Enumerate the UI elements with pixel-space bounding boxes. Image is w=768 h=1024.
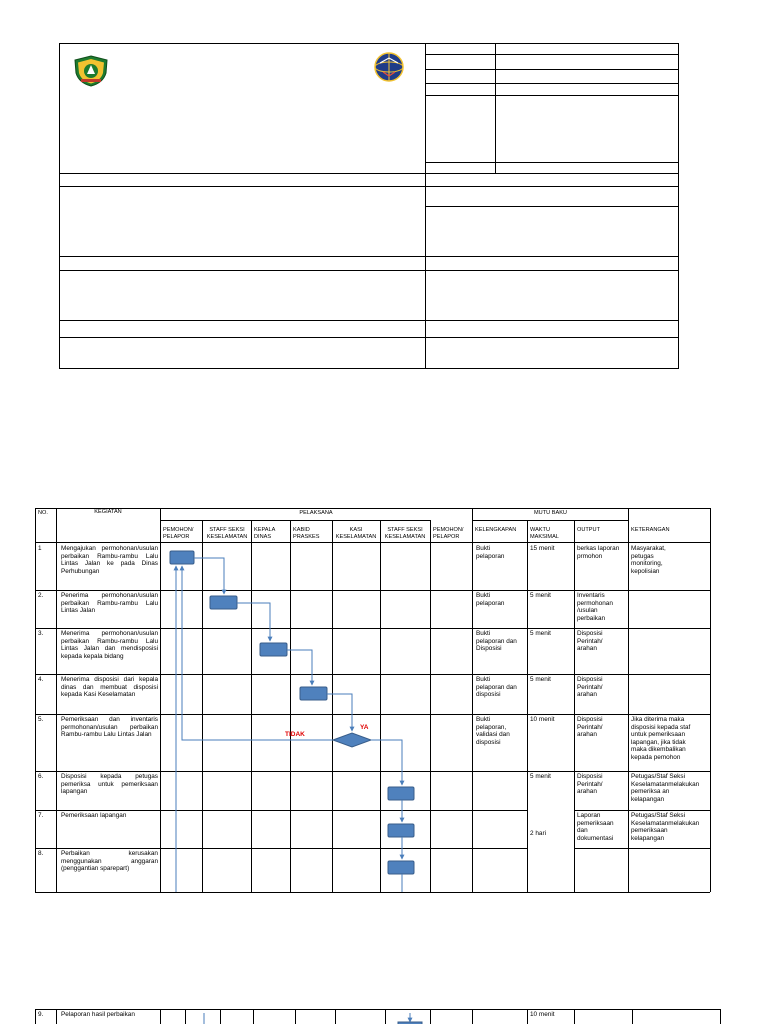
decision-diamond — [333, 733, 371, 747]
row-output: Laporan pemeriksaan dan dokumentasi — [577, 812, 614, 842]
table-gridline — [35, 674, 710, 675]
flow-arrow — [327, 694, 352, 731]
table-gridline — [251, 520, 252, 892]
table-gridline — [253, 1009, 254, 1024]
row-kegiatan: Menerima permohonan/usulan perbaikan Rambu-rambu Lalu Lintas Jalan dan mendisposisi kepada kepala bidang — [61, 630, 158, 660]
row-output: berkas laporan prmohon — [577, 545, 620, 560]
row-waktu: 5 menit — [530, 630, 551, 637]
table-gridline — [574, 848, 710, 849]
header-divider — [59, 320, 679, 321]
header-waktu: WAKTU MAKSIMAL — [530, 527, 559, 540]
table-gridline — [335, 1009, 336, 1024]
header-divider — [59, 256, 679, 257]
row-output: Disposisi Perintah/ arahan — [577, 716, 603, 739]
header-divider — [59, 270, 679, 271]
row-keterangan: Petugas/Staf Seksi Keselamatanmelakukan pemeriksaan kelapangan — [631, 812, 700, 842]
row-waktu: 10 menit — [530, 716, 555, 723]
table-gridline — [160, 520, 430, 521]
row-waktu: 15 menit — [530, 545, 555, 552]
flow-arrow — [194, 558, 224, 594]
row-no: 6. — [38, 773, 44, 780]
row-output: Disposisi Perintah/ arahan — [577, 676, 603, 699]
header-divider — [425, 162, 679, 163]
continuation-row-waktu: 10 menit — [530, 1011, 555, 1018]
row-kelengkapan: Bukti pelaporan dan disposisi — [476, 676, 517, 699]
row-output: Disposisi Perintah/ arahan — [577, 630, 603, 653]
row-kegiatan: Disposisi kepada petugas pemeriksa untuk pemeriksaan lapangan — [61, 773, 158, 796]
table-gridline — [290, 520, 291, 892]
table-gridline — [35, 542, 710, 543]
flow-arrow — [237, 603, 270, 641]
row-kegiatan: Menerima disposisi dari kepala dinas dan membuat disposisi kepada Kasi Keselamatan — [61, 676, 158, 699]
table-gridline — [185, 1009, 186, 1024]
table-gridline — [35, 810, 527, 811]
row-output: Inventaris permohonan /usulan perbaikan — [577, 592, 613, 622]
header-divider — [425, 206, 679, 207]
table-gridline — [628, 508, 629, 892]
table-gridline — [35, 1009, 720, 1010]
table-gridline — [574, 520, 575, 892]
table-gridline — [710, 508, 711, 892]
table-gridline — [380, 520, 381, 892]
row-waktu: 5 menit — [530, 592, 551, 599]
header-divider — [59, 173, 679, 174]
header-actor-pemohon: PEMOHON/ PELAPOR — [163, 527, 194, 540]
table-gridline — [56, 1009, 57, 1024]
row-no: 4. — [38, 676, 44, 683]
header-pelaksana: PELAKSANA — [299, 510, 333, 516]
table-gridline — [472, 1009, 473, 1024]
header-divider — [425, 95, 679, 96]
row-waktu: 5 menit — [530, 676, 551, 683]
process-box — [260, 643, 287, 656]
table-gridline — [35, 590, 710, 591]
table-gridline — [472, 508, 473, 892]
header-actor-kabid-praskes: KABID PRASKES — [293, 527, 320, 540]
row-kelengkapan: Bukti pelaporan dan Disposisi — [476, 630, 517, 653]
row-keterangan: Masyarakat, petugas monitoring, kepolisian — [631, 545, 666, 575]
row-no: 2. — [38, 592, 44, 599]
table-gridline — [720, 1009, 721, 1024]
header-divider — [59, 186, 679, 187]
header-kegiatan: KEGIATAN — [94, 509, 122, 515]
header-keterangan: KETERANGAN — [631, 527, 670, 533]
header-output: OUTPUT — [577, 527, 600, 533]
table-gridline — [35, 714, 710, 715]
row-kelengkapan: Bukti pelaporan, validasi dan disposisi — [476, 716, 510, 746]
flow-arrow — [371, 740, 402, 785]
row-no: 1 — [38, 545, 42, 552]
table-gridline — [430, 1009, 431, 1024]
header-kelengkapan: KELENGKAPAN — [475, 527, 517, 533]
row-no: 5. — [38, 716, 44, 723]
row-kelengkapan: Bukti pelaporan — [476, 545, 505, 560]
process-box — [388, 824, 414, 837]
header-no: NO. — [38, 510, 48, 516]
row-keterangan: Petugas/Staf Seksi Keselamatanmelakukan pemeriksa an kelapangan — [631, 773, 700, 803]
row-keterangan: Jika diterima maka disposisi kepada staf untuk pemeriksaan lapangan, jika tidak maka dikembalikan kepada pemohon — [631, 716, 691, 761]
row-output: Disposisi Perintah/ arahan — [577, 773, 603, 796]
table-gridline — [35, 628, 710, 629]
table-gridline — [35, 848, 527, 849]
table-gridline — [56, 508, 57, 892]
header-divider — [59, 337, 679, 338]
continuation-row-kegiatan: Pelaporan hasil perbaikan — [61, 1011, 135, 1018]
process-box — [388, 787, 414, 800]
table-gridline — [35, 892, 710, 893]
table-gridline — [574, 1009, 575, 1024]
decision-label-yes: YA — [360, 724, 369, 731]
table-gridline — [295, 1009, 296, 1024]
table-gridline — [430, 520, 431, 892]
table-gridline — [527, 520, 528, 892]
table-gridline — [472, 520, 628, 521]
row-kelengkapan: Bukti pelaporan — [476, 592, 505, 607]
table-gridline — [160, 508, 161, 892]
row-kegiatan: Penerima permohonan/usulan perbaikan Rambu-rambu Lalu Lintas Jalan — [61, 592, 158, 615]
row-waktu: 5 menit — [530, 773, 551, 780]
process-box — [388, 861, 414, 874]
table-gridline — [632, 1009, 633, 1024]
process-box — [210, 596, 237, 609]
row-kegiatan: Perbaikan kerusakan menggunakan anggaran (penggantian sparepart) — [61, 850, 158, 873]
table-gridline — [220, 1009, 221, 1024]
header-divider — [425, 54, 679, 55]
header-divider — [425, 69, 679, 70]
table-gridline — [35, 1009, 36, 1024]
table-gridline — [527, 1009, 528, 1024]
header-actor-kasi-keselamatan: KASI KESELAMATAN — [335, 527, 377, 540]
header-actor-pemohon-2: PEMOHON/ PELAPOR — [433, 527, 464, 540]
table-gridline — [202, 520, 203, 892]
header-divider — [495, 43, 496, 173]
row-waktu: 2 hari — [530, 830, 546, 837]
table-gridline — [385, 1009, 386, 1024]
process-box — [170, 551, 194, 564]
row-kegiatan: Mengajukan permohonan/usulan perbaikan Rambu-rambu Lalu Lintas Jalan ke pada Dinas Perhubungan — [61, 545, 158, 575]
continuation-row-no: 9. — [38, 1011, 44, 1018]
table-gridline — [35, 508, 36, 892]
transport-ministry-emblem — [374, 52, 404, 82]
header-mutu-baku: MUTU BAKU — [534, 510, 567, 516]
decision-label-no: TIDAK — [285, 731, 305, 738]
row-kegiatan: Pemeriksaan dan inventaris permohonan/usulan perbaikan Rambu-rambu Lalu Lintas Jalan — [61, 716, 158, 739]
header-divider — [425, 83, 679, 84]
row-no: 7. — [38, 812, 44, 819]
table-gridline — [332, 520, 333, 892]
process-box — [300, 687, 327, 700]
table-gridline — [160, 1009, 161, 1024]
table-gridline — [574, 810, 710, 811]
header-actor-staff-seksi-2: STAFF SEKSI KESELAMATAN — [384, 527, 426, 540]
regency-crest-emblem — [73, 55, 109, 87]
header-actor-staff-seksi: STAFF SEKSI KESELAMATAN — [206, 527, 248, 540]
table-gridline — [35, 771, 710, 772]
row-no: 8. — [38, 850, 44, 857]
row-no: 3. — [38, 630, 44, 637]
row-kegiatan: Pemeriksaan lapangan — [61, 812, 127, 819]
header-actor-kepala-dinas: KEPALA DINAS — [254, 527, 276, 540]
